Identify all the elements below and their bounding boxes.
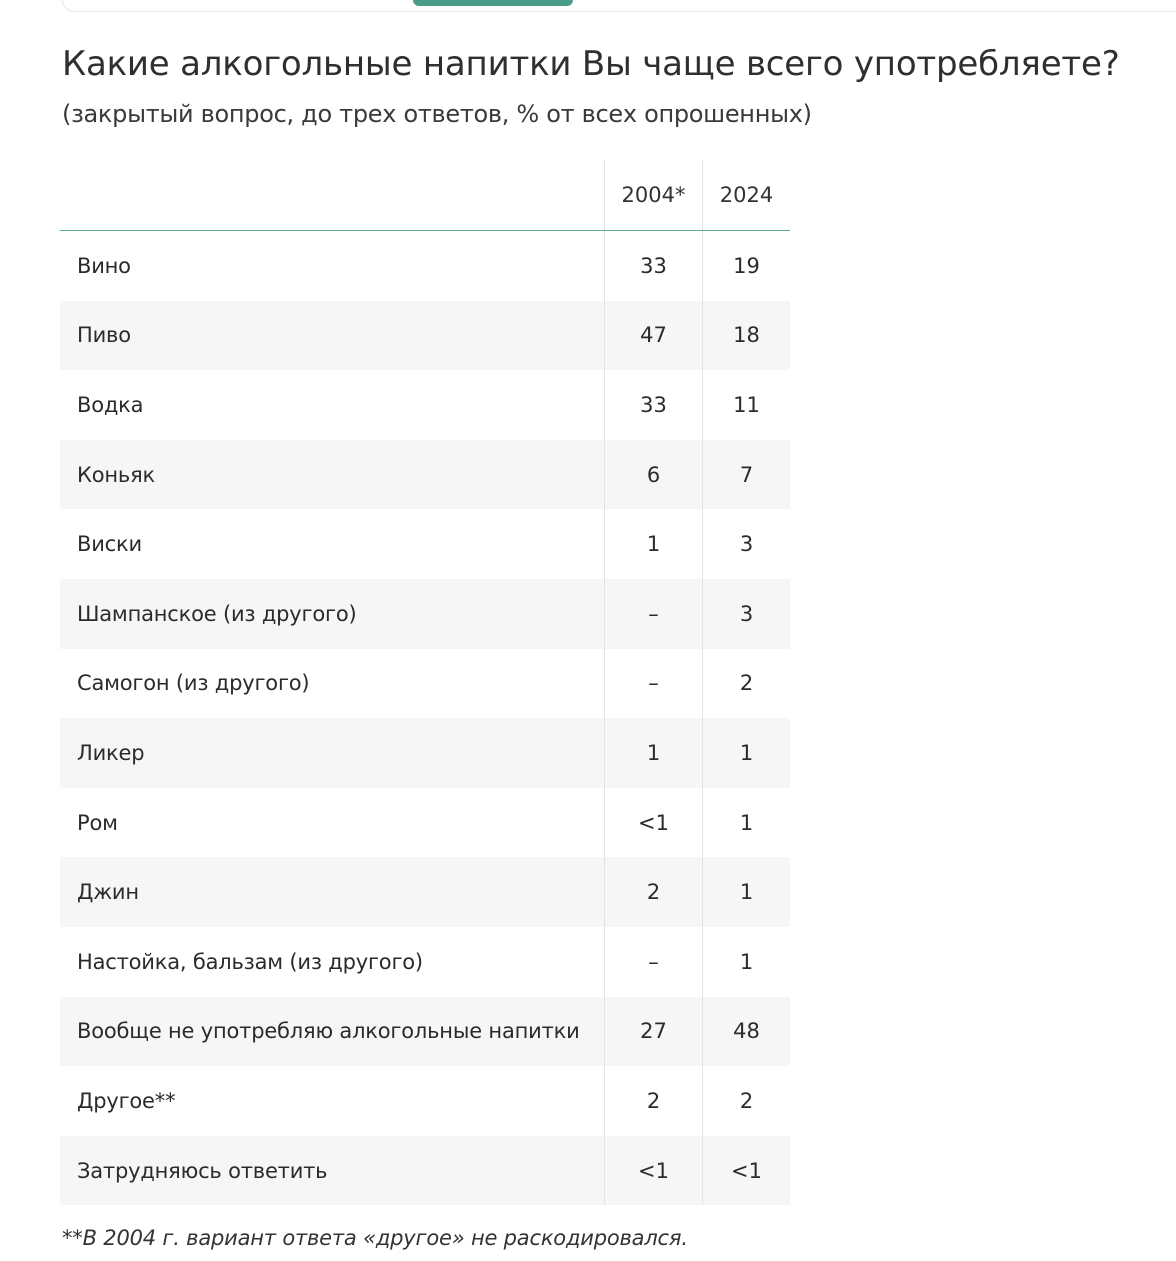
- row-label: Шампанское (из другого): [77, 601, 357, 626]
- row-label: Ром: [77, 810, 118, 835]
- row-label: Пиво: [77, 323, 131, 348]
- table-row: [60, 649, 790, 719]
- value-2004: 33: [604, 231, 702, 301]
- value-2024: <1: [702, 1136, 790, 1206]
- table-header-row: [60, 160, 790, 231]
- row-label: Другое**: [77, 1088, 176, 1113]
- value-2024: 19: [702, 231, 790, 301]
- value-2024: 11: [702, 370, 790, 440]
- table-row: [60, 440, 790, 510]
- value-2004: 33: [604, 370, 702, 440]
- value-2004: –: [604, 927, 702, 997]
- page-title: Какие алкогольные напитки Вы чаще всего употребляете?: [62, 44, 1120, 84]
- value-2024: 2: [702, 649, 790, 719]
- table-row: [60, 927, 790, 997]
- value-2004: 2: [604, 1066, 702, 1136]
- table-row: [60, 370, 790, 440]
- value-2004: <1: [604, 788, 702, 858]
- table-row: [60, 857, 790, 927]
- top-card-edge: [62, 0, 1176, 12]
- value-2024: 1: [702, 857, 790, 927]
- table-row: [60, 509, 790, 579]
- table-row: [60, 788, 790, 858]
- header-label-cell: [60, 160, 604, 230]
- value-2024: 3: [702, 579, 790, 649]
- header-2024: 2024: [702, 160, 790, 230]
- row-label: Настойка, бальзам (из другого): [77, 949, 423, 974]
- value-2004: 1: [604, 509, 702, 579]
- table-row: [60, 1136, 790, 1206]
- value-2004: 2: [604, 857, 702, 927]
- table-row: [60, 1066, 790, 1136]
- value-2004: <1: [604, 1136, 702, 1206]
- row-label: Самогон (из другого): [77, 671, 310, 696]
- value-2004: 27: [604, 997, 702, 1067]
- value-2024: 1: [702, 718, 790, 788]
- value-2004: –: [604, 649, 702, 719]
- table-row: [60, 718, 790, 788]
- row-label: Вообще не употребляю алкогольные напитки: [77, 1019, 580, 1044]
- table-body: [60, 231, 790, 1205]
- row-label: Коньяк: [77, 462, 155, 487]
- row-label: Ликер: [77, 740, 145, 765]
- value-2024: 48: [702, 997, 790, 1067]
- value-2004: 47: [604, 301, 702, 371]
- value-2004: 1: [604, 718, 702, 788]
- results-table: [60, 160, 790, 1205]
- value-2024: 1: [702, 927, 790, 997]
- header-2004: 2004*: [604, 160, 702, 230]
- table-row: [60, 997, 790, 1067]
- page-subtitle: (закрытый вопрос, до трех ответов, % от всех опрошенных): [62, 100, 812, 128]
- row-label: Джин: [77, 880, 139, 905]
- value-2024: 1: [702, 788, 790, 858]
- value-2024: 18: [702, 301, 790, 371]
- value-2004: 6: [604, 440, 702, 510]
- row-label: Виски: [77, 532, 142, 557]
- row-label: Вино: [77, 253, 131, 278]
- row-label: Затрудняюсь ответить: [77, 1158, 328, 1183]
- value-2024: 7: [702, 440, 790, 510]
- table-row: [60, 579, 790, 649]
- value-2024: 2: [702, 1066, 790, 1136]
- value-2004: –: [604, 579, 702, 649]
- table-row: [60, 301, 790, 371]
- row-label: Водка: [77, 392, 144, 417]
- active-tab-indicator[interactable]: [413, 0, 573, 6]
- footnote: **В 2004 г. вариант ответа «другое» не раскодировался.: [62, 1226, 688, 1250]
- table-row: [60, 231, 790, 301]
- value-2024: 3: [702, 509, 790, 579]
